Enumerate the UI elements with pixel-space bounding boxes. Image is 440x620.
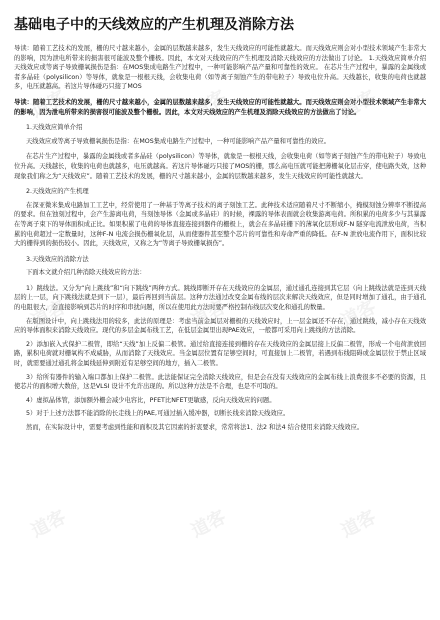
section-heading-3: 3.天线效应的消除方法 [26, 255, 89, 263]
method-item-1: 1）跳线法。又分为“向上跳线”和“向下跳线”两种方式。跳线即断开存在天线效应的金属层，通过通孔连接到其它层（向上跳线法就是连到天线层的上一层，向下跳线法就是到下一层），最后再回到当前层。这种方法通过改变金属布线的层次来解决天线效应，但是同时增加了通孔，由于通孔的电阻很大，会直接影响到芯片的时序和串扰问题，所以在使用此方法时要严格控制布线层次变化和通孔的数量。 [14, 284, 426, 312]
method-item-3: 3）给所有器件的输入端口都加上保护二极管。此法能保证完全消除天线效应，但是会在没有天线效应的金属布线上浪费很多不必要的资源，且使芯片的面积增大数倍，这是VLSI 设计不允许出现的。所以这种方法是不合理，也是不可取的。 [14, 373, 426, 391]
watermark: 道客 [27, 86, 70, 123]
watermark: 道客 [27, 506, 70, 543]
section-heading-2: 2.天线效应的产生机理 [26, 188, 89, 196]
watermark: 道客 [187, 506, 230, 543]
watermark: 道客 [337, 86, 380, 123]
page-title: 基础电子中的天线效应的产生机理及消除方法 [14, 17, 294, 33]
method-item-4: 4）虚拟晶体管，添加额外栅会减少电容比，PFET比NFET更敏感，反向天线效应的问题。 [26, 396, 276, 404]
section3-intro: 下面本文就介绍几种消除天线效应的方法： [26, 269, 146, 277]
watermark: 道客 [187, 296, 230, 333]
conclusion-paragraph: 然而，在实际设计中，需要考虑到性能和面积及其它因素的折衷要求，常常将法1、法2 和法4 结合使用来消除天线效应。 [26, 424, 364, 431]
method-item-2: 2）添加嵌入式保护二极管，即给“天线”加上反偏二极管。通过给直接连接到栅的存在天线效应的金属层接上反偏二极管，形成一个电荷泄放回路，累积电荷就对栅氧构不成威胁，从而消除了天线效应。当金属层位置有足够空间时，可直接加上二极管，若遇到布线阻碍或金属层位于禁止区域时，就需要通过通孔将金属线延伸到附近有足够空间的地方，插入二极管。 [14, 340, 426, 368]
method-item-1-detail: 在版图设计中，向上跳线法用的较多，此法的原理是：考虑当前金属层对栅极的天线效应时，上一层金属还不存在，通过跳线，减小存在天线效应的导体面积来消除天线效应。现代的多层金属布线工艺，在低层金属里出现PAE效应，一般都可采用向上跳线的方法消除。 [14, 317, 426, 335]
watermark: 道客 [27, 296, 70, 333]
method-item-5: 5）对于上述方法都不能消除的长走线上的PAE,可通过插入缓冲器，切断长线来消除天线效应。 [26, 410, 290, 418]
section-heading-1: 1.天线效应简单介绍 [26, 124, 83, 132]
watermark: 道客 [337, 296, 380, 333]
watermark: 道客 [187, 86, 230, 123]
watermark: 道客 [337, 506, 380, 543]
section2-paragraph: 在深亚微米集成电路加工工艺中，经常使用了一种基于等离子技术的离子刻蚀工艺。此种技术适应随着尺寸不断缩小，掩模刻蚀分辨率不断提高的要求。但在蚀刻过程中，会产生游离电荷，当刻蚀导体（金属或多晶硅）的时候，裸露的导体表面就会收集游离电荷。所积累的电荷多少与其暴露在等离子束下的导体面积成正比。如果积累了电荷的导体直接连接到器件的栅极上，就会在多晶硅栅下的薄氧化层形成F-N 隧穿电流泄放电荷，当积累的电荷超过一定数量时，这种F-N 电流会损伤栅氧化层，从而使器件甚至整个芯片的可靠性和寿命严重的降低。在F-N 泄放电流作用下，面积比较大的栅得到的损伤较小。因此，天线效应，又称之为“等离子导致栅氧损伤”。 [14, 201, 426, 248]
section1-paragraph-b: 在芯片生产过程中，暴露的金属线或者多晶硅（polysilicon）等导体，就象是一根根天线，会收集电荷（如等离子刻蚀产生的带电粒子）导致电位升高。天线越长，收集的电荷也就越多，电压就越高。若这片导体碰巧只接了MOS的栅，那么高电压就可能把薄栅氧化层击穿，使电路失效，这种现象我们称之为“天线效应”。随着工艺技术的发展，栅的尺寸越来越小，金属的层数越来越多，发生天线效应的可能性就越大。 [14, 153, 426, 180]
intro-paragraph: 导读：随着工艺技术的发展，栅的尺寸越来越小，金属的层数越来越多，发生天线效应的可能性就越大。而天线效应则会对小型技术领域产生非常大的影响，因为泄电所带来的损害很可能波及整个栅极。因此，本文对天线效应的产生机理及消除天线效应的方法做出了讨论。 1.天线效应简单介绍 天线效应或等离子导致栅氧损伤是指：在MOS集成电路生产过程中，一种可能影响产品产量和可靠性的效应。 在芯片生产过程中，暴露的金属线或者多晶硅（polysilicon）等导体，就象是一根根天线，会收集电荷（如等离子刻蚀产生的带电粒子）导致电位升高。天线越长，收集的电荷也就越多，电压就越高。若这片导体碰巧只接了MOS [14, 45, 426, 91]
section1-paragraph-a: 天线效应或等离子导致栅氧损伤是指：在MOS集成电路生产过程中，一种可能影响产品产量和可靠性的效应。 [26, 137, 331, 145]
summary-paragraph: 导读：随着工艺技术的发展，栅的尺寸越来越小，金属的层数越来越多，发生天线效应的可能性就越大。而天线效应则会对小型技术领域产生非常大的影响，因为泄电所带来的损害很可能波及整个栅极。因此，本文对天线效应的产生机理及消除天线效应的方法做出了讨论。 [14, 98, 426, 116]
